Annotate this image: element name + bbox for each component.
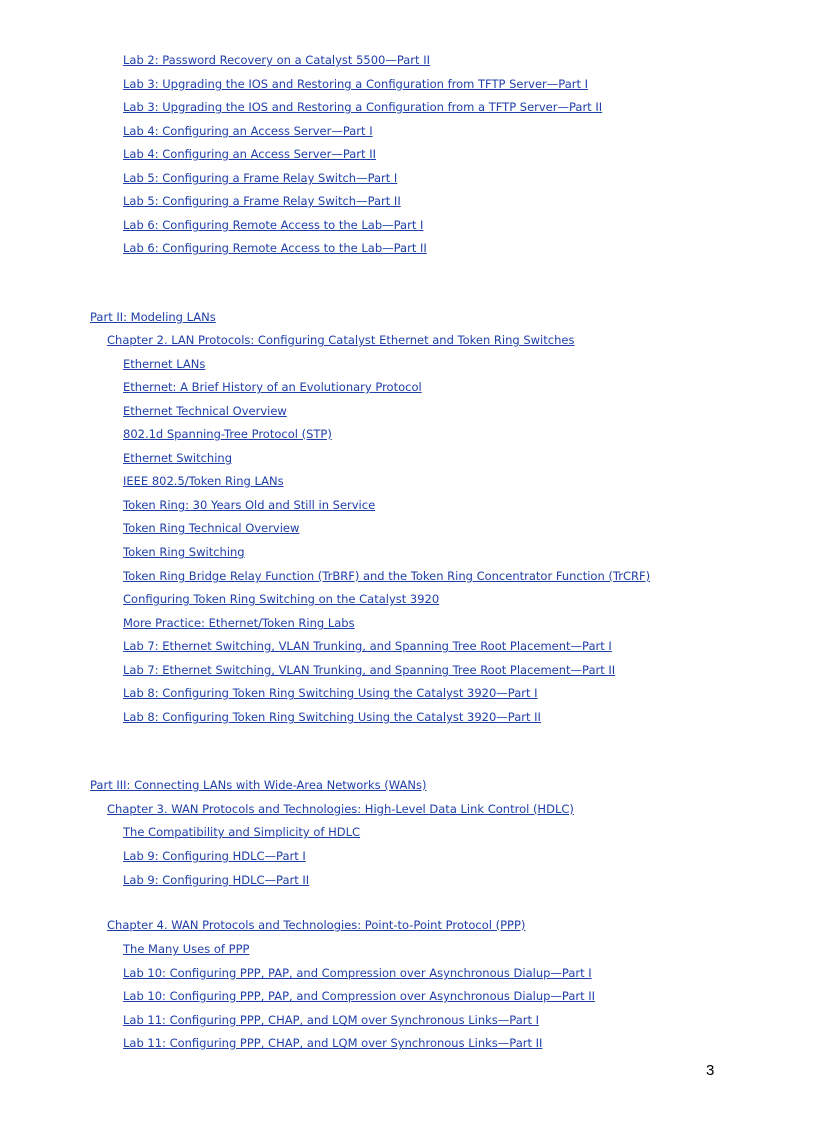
toc-part-2-link[interactable]: Part II: Modeling LANs [90,310,216,324]
toc-link-lab4-part2[interactable]: Lab 4: Configuring an Access Server—Part II [123,147,376,161]
toc-link-lab5-part2[interactable]: Lab 5: Configuring a Frame Relay Switch—Part II [123,194,401,208]
toc-item-link[interactable]: The Many Uses of PPP [123,942,250,956]
toc-item-link[interactable]: Lab 8: Configuring Token Ring Switching Using the Catalyst 3920—Part II [123,710,541,724]
toc-chapter-4-link[interactable]: Chapter 4. WAN Protocols and Technologies: Point-to-Point Protocol (PPP) [107,918,526,932]
toc-item-link[interactable]: Lab 9: Configuring HDLC—Part I [123,849,306,863]
toc-link-lab6-part1[interactable]: Lab 6: Configuring Remote Access to the Lab—Part I [123,218,424,232]
toc-item-link[interactable]: The Compatibility and Simplicity of HDLC [123,825,361,839]
toc-item-link[interactable]: Token Ring Bridge Relay Function (TrBRF) and the Token Ring Concentrator Function (TrCRF) [123,569,651,583]
toc-item-link[interactable]: Lab 8: Configuring Token Ring Switching Using the Catalyst 3920—Part I [123,686,538,700]
toc-item-link[interactable]: Token Ring Technical Overview [123,521,300,535]
toc-item-link[interactable]: Ethernet Technical Overview [123,404,287,418]
toc-item-link[interactable]: Lab 11: Configuring PPP, CHAP, and LQM over Synchronous Links—Part I [123,1013,540,1027]
toc-item-link[interactable]: Lab 7: Ethernet Switching, VLAN Trunking, and Spanning Tree Root Placement—Part I [123,639,612,653]
toc-item-link[interactable]: Lab 10: Configuring PPP, PAP, and Compression over Asynchronous Dialup—Part II [123,989,596,1003]
toc-item-link[interactable]: 802.1d Spanning-Tree Protocol (STP) [123,427,332,441]
toc-item-link[interactable]: Ethernet Switching [123,451,232,465]
toc-part-3-link[interactable]: Part III: Connecting LANs with Wide-Area Networks (WANs) [90,778,427,792]
toc-item-link[interactable]: Token Ring Switching [123,545,245,559]
toc-item-link[interactable]: More Practice: Ethernet/Token Ring Labs [123,616,355,630]
toc-link-lab2-part2[interactable]: Lab 2: Password Recovery on a Catalyst 5500—Part II [123,53,430,67]
toc-link-lab3-part2[interactable]: Lab 3: Upgrading the IOS and Restoring a Configuration from a TFTP Server—Part II [123,100,603,114]
toc-chapter-2-link[interactable]: Chapter 2. LAN Protocols: Configuring Catalyst Ethernet and Token Ring Switches [107,333,575,347]
toc-item-link[interactable]: Token Ring: 30 Years Old and Still in Service [123,498,376,512]
toc-item-link[interactable]: Lab 11: Configuring PPP, CHAP, and LQM over Synchronous Links—Part II [123,1036,543,1050]
toc-link-lab5-part1[interactable]: Lab 5: Configuring a Frame Relay Switch—Part I [123,171,398,185]
toc-item-link[interactable]: Lab 9: Configuring HDLC—Part II [123,873,310,887]
page-number: 3 [706,1062,715,1079]
toc-item-link[interactable]: Lab 7: Ethernet Switching, VLAN Trunking, and Spanning Tree Root Placement—Part II [123,663,616,677]
toc-item-link[interactable]: Configuring Token Ring Switching on the Catalyst 3920 [123,592,440,606]
toc-chapter-3-link[interactable]: Chapter 3. WAN Protocols and Technologies: High-Level Data Link Control (HDLC) [107,802,574,816]
toc-item-link[interactable]: Ethernet LANs [123,357,206,371]
toc-item-link[interactable]: IEEE 802.5/Token Ring LANs [123,474,284,488]
toc-item-link[interactable]: Lab 10: Configuring PPP, PAP, and Compression over Asynchronous Dialup—Part I [123,966,592,980]
toc-link-lab6-part2[interactable]: Lab 6: Configuring Remote Access to the Lab—Part II [123,241,427,255]
toc-link-lab4-part1[interactable]: Lab 4: Configuring an Access Server—Part I [123,124,373,138]
toc-item-link[interactable]: Ethernet: A Brief History of an Evolutionary Protocol [123,380,422,394]
toc-link-lab3-part1[interactable]: Lab 3: Upgrading the IOS and Restoring a Configuration from TFTP Server—Part I [123,77,589,91]
